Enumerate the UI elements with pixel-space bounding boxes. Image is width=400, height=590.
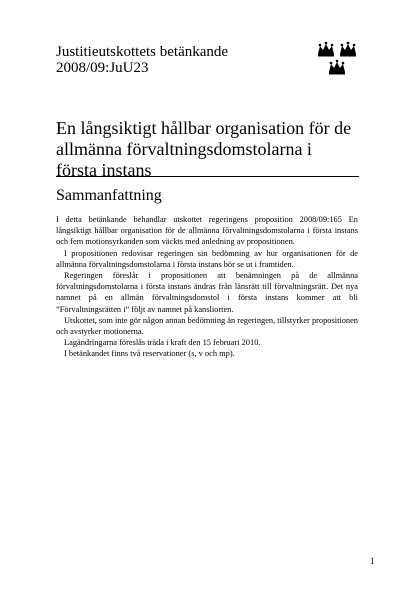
title-divider [56, 176, 359, 177]
report-header [56, 44, 228, 76]
three-crowns-icon [316, 40, 358, 76]
report-title: En långsiktigt hållbar organisation för de allmänna förvaltningsdomstolarna i första instans [56, 118, 352, 180]
summary-paragraph: I detta betänkande behandlar utskottet regeringens proposition 2008/09:165 En långsiktigt hållbar organisation för de allmänna förvaltningsdomstolarna i första instans och fem motionsyrkanden som väckts med anledning av propositionen. [56, 215, 358, 247]
report-number: 2008/09:JuU23 [56, 60, 149, 76]
summary-paragraph: Regeringen föreslår i propositionen att benämningen på de allmänna förvaltningsdomstolarna i första instans ändras från länsrätt till förvaltningsrätt. Det nya namnet på en allmän förvaltningsdomstol i första instans kommer att bli ”Förvaltningsrätten i” följt av namnet på kansliorten. [56, 271, 358, 314]
summary-paragraph: Lagändringarna föreslås träda i kraft den 15 februari 2010. [64, 338, 261, 348]
committee-name: Justitieutskottets betänkande [56, 44, 229, 60]
section-heading: Sammanfattning [56, 187, 162, 204]
page-number: 1 [370, 556, 375, 566]
summary-paragraph: I propositionen redovisar regeringen sin bedömning av hur organisationen för de allmänna förvaltningsdomstolarna i första instans bör se ut i framtiden. [56, 248, 358, 269]
summary-paragraph: I betänkandet finns två reservationer (s, v och mp). [64, 349, 235, 359]
summary-paragraph: Utskottet, som inte gör någon annan bedömning än regeringen, tillstyrker propositionen och avstyrker motionerna. [56, 315, 358, 337]
summary-body [56, 214, 358, 360]
